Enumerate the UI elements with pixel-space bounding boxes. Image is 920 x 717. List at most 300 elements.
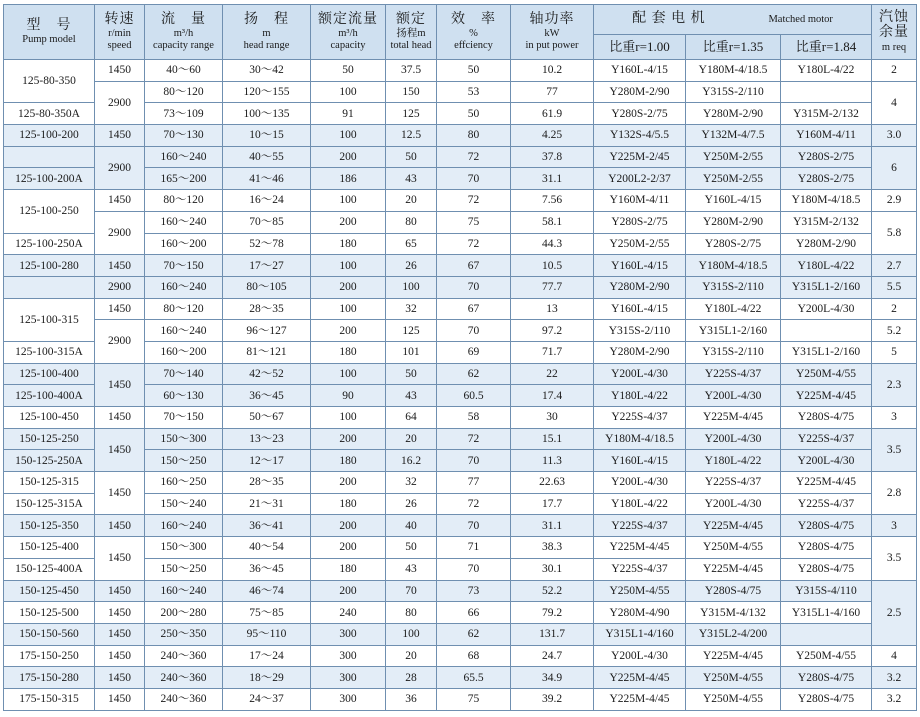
cell-capacity-range: 80～120	[145, 190, 223, 212]
cell-rated-head: 65	[386, 233, 437, 255]
cell-model: 175-150-315	[4, 688, 95, 710]
table-row	[4, 602, 917, 624]
cell-model: 125-100-315A	[4, 341, 95, 363]
cell-rated-head: 43	[386, 385, 437, 407]
table-row	[4, 623, 917, 645]
cell-speed: 1450	[95, 298, 145, 320]
cell-capacity-range: 40～60	[145, 60, 223, 82]
cell-speed: 2900	[95, 81, 145, 124]
cell-head-range: 41～46	[223, 168, 311, 190]
cell-npsh: 2.5	[872, 580, 917, 645]
cell-model: 150-125-315	[4, 472, 95, 494]
cell-power: 22	[511, 363, 594, 385]
cell-motor-sg-135: Y200L-4/30	[686, 493, 781, 515]
pump-spec-table	[3, 4, 917, 711]
cell-head-range: 36～41	[223, 515, 311, 537]
cell-motor-sg-135: Y225M-4/45	[686, 645, 781, 667]
cell-efficiency: 70	[437, 168, 511, 190]
cell-motor-sg-100: Y160L-4/15	[594, 60, 686, 82]
cell-motor-sg-135: Y280M-2/90	[686, 103, 781, 125]
cell-motor-sg-184: Y280M-2/90	[781, 233, 872, 255]
cell-model: 150-125-400A	[4, 558, 95, 580]
cell-motor-sg-135: Y200L-4/30	[686, 385, 781, 407]
header-capacity-range: 流 量 m³/h capacity range	[145, 5, 223, 60]
cell-head-range: 95～110	[223, 623, 311, 645]
cell-model: 125-100-250	[4, 190, 95, 233]
cell-capacity-range: 150～250	[145, 558, 223, 580]
cell-capacity-range: 150～300	[145, 428, 223, 450]
cell-motor-sg-184: Y200L-4/30	[781, 298, 872, 320]
table-row	[4, 537, 917, 559]
cell-power: 30	[511, 407, 594, 429]
cell-motor-sg-135: Y180M-4/18.5	[686, 255, 781, 277]
table-row	[4, 276, 917, 298]
cell-head-range: 21～31	[223, 493, 311, 515]
cell-rated-head: 150	[386, 81, 437, 103]
cell-motor-sg-100: Y225M-2/45	[594, 146, 686, 168]
cell-power: 97.2	[511, 320, 594, 342]
header-speed: 转速 r/min speed	[95, 5, 145, 60]
cell-model: 125-100-450	[4, 407, 95, 429]
table-row	[4, 60, 917, 82]
cell-speed: 1450	[95, 60, 145, 82]
cell-model: 125-100-315	[4, 298, 95, 341]
cell-rated-capacity: 300	[311, 667, 386, 689]
cell-rated-head: 80	[386, 602, 437, 624]
cell-head-range: 52～78	[223, 233, 311, 255]
cell-rated-head: 16.2	[386, 450, 437, 472]
header-model: 型 号 Pump model	[4, 5, 95, 60]
cell-efficiency: 67	[437, 298, 511, 320]
cell-power: 13	[511, 298, 594, 320]
cell-motor-sg-100: Y315L1-4/160	[594, 623, 686, 645]
cell-rated-head: 20	[386, 428, 437, 450]
cell-capacity-range: 70～150	[145, 407, 223, 429]
cell-head-range: 40～55	[223, 146, 311, 168]
cell-rated-capacity: 300	[311, 688, 386, 710]
cell-head-range: 50～67	[223, 407, 311, 429]
cell-head-range: 36～45	[223, 558, 311, 580]
cell-rated-head: 43	[386, 558, 437, 580]
cell-motor-sg-184: Y280S-4/75	[781, 515, 872, 537]
cell-efficiency: 72	[437, 146, 511, 168]
cell-speed: 1450	[95, 407, 145, 429]
cell-power: 22.63	[511, 472, 594, 494]
cell-npsh: 5.8	[872, 211, 917, 254]
cell-capacity-range: 200～280	[145, 602, 223, 624]
cell-head-range: 17～27	[223, 255, 311, 277]
cell-efficiency: 62	[437, 623, 511, 645]
cell-capacity-range: 240～360	[145, 667, 223, 689]
cell-motor-sg-135: Y225S-4/37	[686, 363, 781, 385]
cell-rated-capacity: 200	[311, 146, 386, 168]
cell-speed: 2900	[95, 146, 145, 189]
cell-motor-sg-135: Y280S-4/75	[686, 580, 781, 602]
cell-capacity-range: 250～350	[145, 623, 223, 645]
cell-rated-capacity: 100	[311, 363, 386, 385]
cell-npsh: 3.2	[872, 688, 917, 710]
table-header	[4, 5, 917, 60]
cell-npsh: 3.5	[872, 428, 917, 471]
cell-head-range: 75～85	[223, 602, 311, 624]
cell-rated-capacity: 200	[311, 537, 386, 559]
cell-motor-sg-184: Y180L-4/22	[781, 60, 872, 82]
cell-capacity-range: 150～250	[145, 450, 223, 472]
header-motor-sg-100: 比重r=1.00	[594, 35, 686, 60]
cell-motor-sg-100: Y225M-4/45	[594, 688, 686, 710]
cell-motor-sg-184: Y315L1-2/160	[781, 341, 872, 363]
cell-rated-head: 20	[386, 190, 437, 212]
cell-efficiency: 69	[437, 341, 511, 363]
cell-motor-sg-100: Y180M-4/18.5	[594, 428, 686, 450]
cell-rated-head: 20	[386, 645, 437, 667]
cell-efficiency: 58	[437, 407, 511, 429]
table-row	[4, 125, 917, 147]
cell-speed: 1450	[95, 602, 145, 624]
cell-motor-sg-100: Y160L-4/15	[594, 450, 686, 472]
cell-head-range: 28～35	[223, 472, 311, 494]
table-row	[4, 298, 917, 320]
cell-motor-sg-135: Y180L-4/22	[686, 298, 781, 320]
cell-motor-sg-184: Y315L1-2/160	[781, 276, 872, 298]
cell-model: 125-100-200A	[4, 168, 95, 190]
cell-rated-head: 50	[386, 146, 437, 168]
cell-motor-sg-184: Y280S-4/75	[781, 667, 872, 689]
cell-rated-capacity: 200	[311, 211, 386, 233]
cell-model: 150-150-560	[4, 623, 95, 645]
cell-motor-sg-184: Y280S-4/75	[781, 688, 872, 710]
cell-efficiency: 71	[437, 537, 511, 559]
cell-motor-sg-100: Y280M-2/90	[594, 276, 686, 298]
cell-motor-sg-184: Y250M-4/55	[781, 363, 872, 385]
cell-motor-sg-184: Y180L-4/22	[781, 255, 872, 277]
cell-power: 38.3	[511, 537, 594, 559]
cell-rated-capacity: 200	[311, 320, 386, 342]
cell-efficiency: 62	[437, 363, 511, 385]
table-body	[4, 60, 917, 711]
cell-motor-sg-100: Y200L-4/30	[594, 472, 686, 494]
cell-motor-sg-135: Y315S-2/110	[686, 81, 781, 103]
cell-model: 175-150-250	[4, 645, 95, 667]
table-row	[4, 428, 917, 450]
cell-motor-sg-100: Y280S-2/75	[594, 211, 686, 233]
cell-motor-sg-135: Y225S-4/37	[686, 472, 781, 494]
cell-rated-head: 125	[386, 320, 437, 342]
cell-speed: 1450	[95, 255, 145, 277]
cell-motor-sg-184: Y225S-4/37	[781, 428, 872, 450]
cell-motor-sg-135: Y250M-2/55	[686, 146, 781, 168]
cell-rated-head: 50	[386, 363, 437, 385]
cell-motor-sg-135: Y225M-4/45	[686, 407, 781, 429]
cell-npsh: 2.9	[872, 190, 917, 212]
cell-capacity-range: 160～240	[145, 320, 223, 342]
cell-motor-sg-135: Y250M-4/55	[686, 667, 781, 689]
cell-head-range: 28～35	[223, 298, 311, 320]
cell-npsh: 6	[872, 146, 917, 189]
cell-rated-head: 64	[386, 407, 437, 429]
header-rated-capacity: 额定流量 m³/h capacity	[311, 5, 386, 60]
cell-motor-sg-184: Y280S-4/75	[781, 407, 872, 429]
cell-motor-sg-135: Y280S-2/75	[686, 233, 781, 255]
cell-capacity-range: 240～360	[145, 645, 223, 667]
cell-rated-capacity: 90	[311, 385, 386, 407]
cell-model: 150-125-350	[4, 515, 95, 537]
cell-motor-sg-135: Y132M-4/7.5	[686, 125, 781, 147]
header-power: 轴功率 kW in put power	[511, 5, 594, 60]
cell-rated-capacity: 300	[311, 645, 386, 667]
cell-motor-sg-135: Y280M-2/90	[686, 211, 781, 233]
cell-speed: 2900	[95, 320, 145, 363]
cell-rated-head: 40	[386, 515, 437, 537]
cell-motor-sg-100: Y280M-2/90	[594, 81, 686, 103]
cell-npsh: 5.2	[872, 320, 917, 342]
cell-motor-sg-100: Y280S-2/75	[594, 103, 686, 125]
cell-npsh: 3.2	[872, 667, 917, 689]
cell-power: 7.56	[511, 190, 594, 212]
cell-npsh: 2.7	[872, 255, 917, 277]
cell-model: 150-125-400	[4, 537, 95, 559]
cell-motor-sg-135: Y315L2-4/200	[686, 623, 781, 645]
cell-motor-sg-184: Y315L1-4/160	[781, 602, 872, 624]
cell-rated-head: 12.5	[386, 125, 437, 147]
table-row	[4, 81, 917, 103]
cell-speed: 1450	[95, 537, 145, 580]
cell-rated-capacity: 180	[311, 450, 386, 472]
cell-rated-head: 50	[386, 537, 437, 559]
cell-motor-sg-184: Y250M-4/55	[781, 645, 872, 667]
cell-rated-head: 32	[386, 298, 437, 320]
cell-head-range: 96～127	[223, 320, 311, 342]
header-motor-sg-135: 比重r=1.35	[686, 35, 781, 60]
cell-speed: 1450	[95, 515, 145, 537]
cell-motor-sg-100: Y280M-2/90	[594, 341, 686, 363]
cell-npsh: 5.5	[872, 276, 917, 298]
cell-npsh: 2	[872, 60, 917, 82]
cell-motor-sg-100: Y225S-4/37	[594, 407, 686, 429]
cell-motor-sg-100: Y280M-4/90	[594, 602, 686, 624]
cell-model: 125-100-400	[4, 363, 95, 385]
cell-head-range: 36～45	[223, 385, 311, 407]
cell-rated-head: 70	[386, 580, 437, 602]
cell-motor-sg-100: Y180L-4/22	[594, 385, 686, 407]
cell-motor-sg-135: Y315M-4/132	[686, 602, 781, 624]
cell-motor-sg-100: Y250M-2/55	[594, 233, 686, 255]
cell-motor-sg-100: Y250M-4/55	[594, 580, 686, 602]
cell-motor-sg-100: Y225S-4/37	[594, 515, 686, 537]
cell-power: 37.8	[511, 146, 594, 168]
cell-motor-sg-135: Y225M-4/45	[686, 515, 781, 537]
table-row	[4, 645, 917, 667]
cell-power: 34.9	[511, 667, 594, 689]
cell-motor-sg-184	[781, 623, 872, 645]
cell-efficiency: 70	[437, 515, 511, 537]
cell-rated-head: 125	[386, 103, 437, 125]
cell-capacity-range: 160～240	[145, 211, 223, 233]
cell-motor-sg-135: Y250M-2/55	[686, 168, 781, 190]
cell-efficiency: 75	[437, 688, 511, 710]
cell-efficiency: 60.5	[437, 385, 511, 407]
cell-capacity-range: 150～240	[145, 493, 223, 515]
cell-capacity-range: 70～130	[145, 125, 223, 147]
header-head-range: 扬 程 m head range	[223, 5, 311, 60]
cell-motor-sg-100: Y200L2-2/37	[594, 168, 686, 190]
cell-head-range: 12～17	[223, 450, 311, 472]
cell-motor-sg-100: Y315S-2/110	[594, 320, 686, 342]
cell-efficiency: 50	[437, 60, 511, 82]
cell-head-range: 24～37	[223, 688, 311, 710]
cell-efficiency: 53	[437, 81, 511, 103]
cell-speed: 2900	[95, 276, 145, 298]
cell-rated-head: 100	[386, 623, 437, 645]
cell-head-range: 80～105	[223, 276, 311, 298]
cell-rated-head: 37.5	[386, 60, 437, 82]
cell-efficiency: 70	[437, 320, 511, 342]
cell-power: 44.3	[511, 233, 594, 255]
cell-rated-head: 36	[386, 688, 437, 710]
cell-model	[4, 276, 95, 298]
cell-npsh: 4	[872, 645, 917, 667]
cell-head-range: 42～52	[223, 363, 311, 385]
header-rated-head: 额定 扬程m total head	[386, 5, 437, 60]
cell-rated-capacity: 100	[311, 298, 386, 320]
cell-speed: 1450	[95, 125, 145, 147]
cell-head-range: 13～23	[223, 428, 311, 450]
cell-npsh: 3	[872, 407, 917, 429]
cell-model: 150-125-250	[4, 428, 95, 450]
cell-motor-sg-100: Y160L-4/15	[594, 255, 686, 277]
cell-capacity-range: 160～200	[145, 233, 223, 255]
cell-capacity-range: 70～150	[145, 255, 223, 277]
cell-rated-capacity: 180	[311, 341, 386, 363]
cell-rated-capacity: 180	[311, 233, 386, 255]
cell-capacity-range: 160～240	[145, 276, 223, 298]
cell-rated-capacity: 200	[311, 472, 386, 494]
cell-rated-head: 28	[386, 667, 437, 689]
table-row	[4, 688, 917, 710]
cell-rated-capacity: 50	[311, 60, 386, 82]
cell-capacity-range: 160～240	[145, 580, 223, 602]
cell-efficiency: 50	[437, 103, 511, 125]
cell-power: 52.2	[511, 580, 594, 602]
cell-motor-sg-184	[781, 320, 872, 342]
cell-motor-sg-184: Y160M-4/11	[781, 125, 872, 147]
cell-motor-sg-184	[781, 81, 872, 103]
cell-motor-sg-100: Y132S-4/5.5	[594, 125, 686, 147]
cell-power: 58.1	[511, 211, 594, 233]
cell-rated-capacity: 100	[311, 125, 386, 147]
cell-head-range: 16～24	[223, 190, 311, 212]
cell-rated-head: 43	[386, 168, 437, 190]
table-row	[4, 580, 917, 602]
cell-power: 31.1	[511, 515, 594, 537]
cell-power: 17.4	[511, 385, 594, 407]
cell-rated-capacity: 100	[311, 190, 386, 212]
cell-rated-head: 32	[386, 472, 437, 494]
cell-efficiency: 65.5	[437, 667, 511, 689]
cell-speed: 1450	[95, 190, 145, 212]
header-npsh: 汽蚀 余量 m req	[872, 5, 917, 60]
cell-efficiency: 75	[437, 211, 511, 233]
cell-rated-head: 80	[386, 211, 437, 233]
cell-power: 79.2	[511, 602, 594, 624]
header-efficiency: 效 率 % effciency	[437, 5, 511, 60]
cell-npsh: 3.0	[872, 125, 917, 147]
cell-efficiency: 67	[437, 255, 511, 277]
cell-power: 71.7	[511, 341, 594, 363]
cell-motor-sg-100: Y225S-4/37	[594, 558, 686, 580]
cell-capacity-range: 160～240	[145, 146, 223, 168]
cell-head-range: 70～85	[223, 211, 311, 233]
cell-model: 125-100-400A	[4, 385, 95, 407]
table-row	[4, 255, 917, 277]
cell-motor-sg-135: Y315S-2/110	[686, 341, 781, 363]
cell-power: 10.5	[511, 255, 594, 277]
cell-capacity-range: 70～140	[145, 363, 223, 385]
cell-model: 150-125-450	[4, 580, 95, 602]
cell-motor-sg-100: Y225M-4/45	[594, 537, 686, 559]
cell-rated-capacity: 300	[311, 623, 386, 645]
cell-power: 61.9	[511, 103, 594, 125]
cell-power: 10.2	[511, 60, 594, 82]
cell-motor-sg-184: Y225M-4/45	[781, 472, 872, 494]
cell-power: 77.7	[511, 276, 594, 298]
cell-speed: 1450	[95, 688, 145, 710]
cell-rated-capacity: 186	[311, 168, 386, 190]
cell-head-range: 18～29	[223, 667, 311, 689]
cell-efficiency: 70	[437, 276, 511, 298]
cell-motor-sg-184: Y280S-4/75	[781, 558, 872, 580]
cell-model: 125-80-350A	[4, 103, 95, 125]
cell-npsh: 3	[872, 515, 917, 537]
cell-rated-head: 26	[386, 255, 437, 277]
cell-motor-sg-184: Y200L-4/30	[781, 450, 872, 472]
cell-motor-sg-100: Y200L-4/30	[594, 645, 686, 667]
cell-model: 150-125-250A	[4, 450, 95, 472]
cell-motor-sg-135: Y200L-4/30	[686, 428, 781, 450]
cell-motor-sg-100: Y160M-4/11	[594, 190, 686, 212]
cell-motor-sg-135: Y180M-4/18.5	[686, 60, 781, 82]
cell-efficiency: 72	[437, 233, 511, 255]
cell-speed: 1450	[95, 472, 145, 515]
table-row	[4, 407, 917, 429]
cell-head-range: 10～15	[223, 125, 311, 147]
cell-head-range: 100～135	[223, 103, 311, 125]
cell-motor-sg-184: Y225M-4/45	[781, 385, 872, 407]
cell-power: 4.25	[511, 125, 594, 147]
cell-power: 39.2	[511, 688, 594, 710]
table-row	[4, 667, 917, 689]
cell-efficiency: 72	[437, 190, 511, 212]
cell-model: 150-125-500	[4, 602, 95, 624]
cell-motor-sg-135: Y225M-4/45	[686, 558, 781, 580]
cell-head-range: 81～121	[223, 341, 311, 363]
cell-head-range: 40～54	[223, 537, 311, 559]
cell-power: 15.1	[511, 428, 594, 450]
cell-motor-sg-184: Y180M-4/18.5	[781, 190, 872, 212]
cell-power: 77	[511, 81, 594, 103]
cell-speed: 1450	[95, 428, 145, 471]
cell-motor-sg-135: Y315S-2/110	[686, 276, 781, 298]
cell-rated-capacity: 180	[311, 558, 386, 580]
cell-speed: 2900	[95, 211, 145, 254]
header-matched-motor: 配 套 电 机 Matched motor	[594, 5, 872, 35]
cell-motor-sg-100: Y160L-4/15	[594, 298, 686, 320]
cell-motor-sg-100: Y200L-4/30	[594, 363, 686, 385]
cell-rated-capacity: 180	[311, 493, 386, 515]
cell-motor-sg-184: Y280S-4/75	[781, 537, 872, 559]
cell-power: 30.1	[511, 558, 594, 580]
cell-motor-sg-184: Y315S-4/110	[781, 580, 872, 602]
